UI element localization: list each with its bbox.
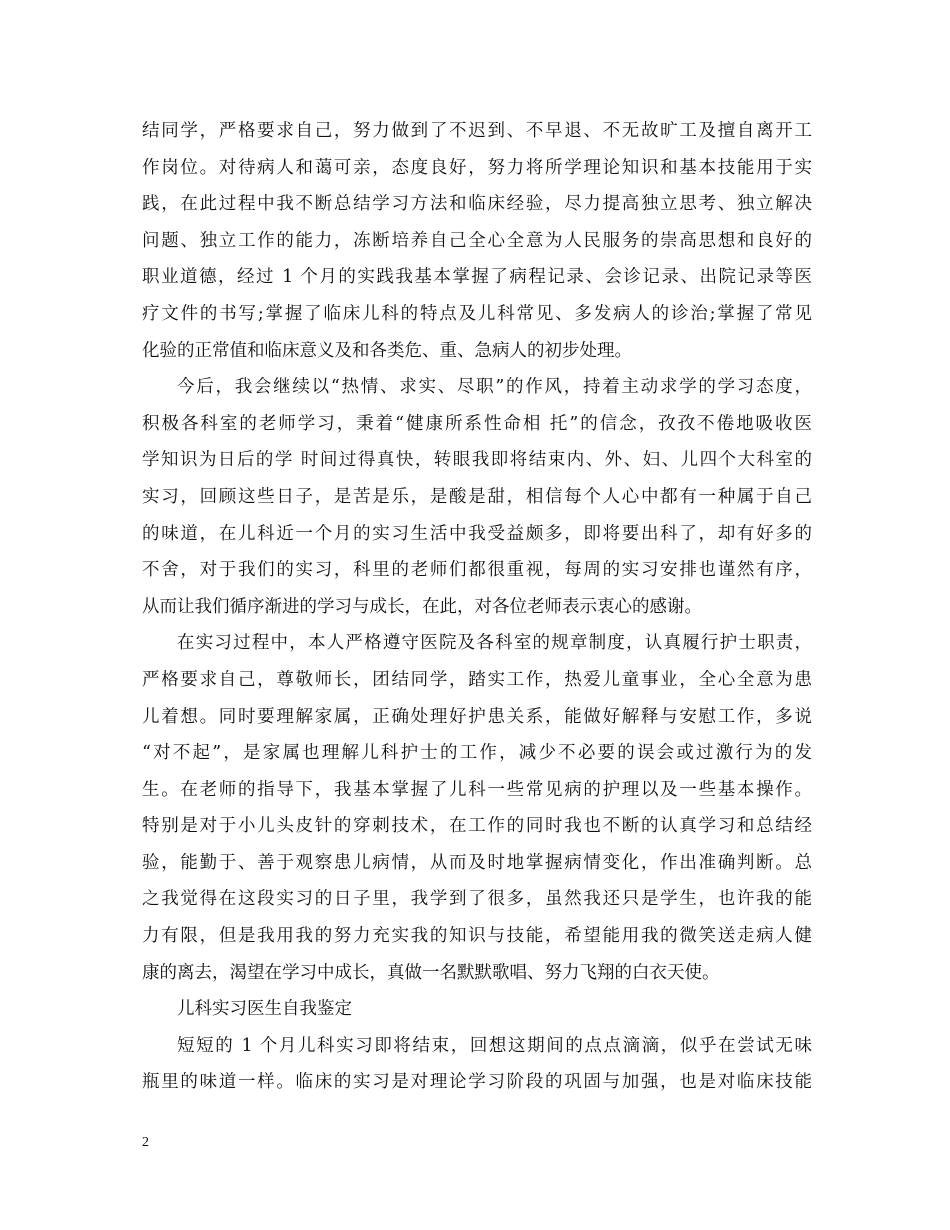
text-line: 在实习过程中，本人严格遵守医院及各科室的规章制度，认真履行护士职责，	[177, 633, 812, 654]
text-line: 康的离去，渴望在学习中成长，真做一名默默歌唱、努力飞翔的白衣天使。	[142, 962, 720, 983]
text-line: 儿科实习医生自我鉴定	[177, 999, 352, 1020]
text-line: 严格要求自己，尊敬师长，团结同学，踏实工作，热爱儿童事业，全心全意为患	[142, 669, 812, 690]
text-line: 疗文件的书写;掌握了临床儿科的特点及儿科常见、多发病人的诊治;掌握了常见	[142, 303, 812, 324]
text-line: 的味道，在儿科近一个月的实习生活中我受益颇多，即将要出科了，却有好多的	[142, 523, 812, 544]
text-line: 今后，我会继续以“热情、求实、尽职”的作风，持着主动求学的学习态度，	[177, 377, 812, 398]
text-line: 之我觉得在这段实习的日子里，我学到了很多，虽然我还只是学生，也许我的能	[142, 889, 812, 910]
text-line: 验，能勤于、善于观察患儿病情，从而及时地掌握病情变化，作出准确判断。总	[142, 852, 812, 873]
document-body	[142, 113, 812, 1101]
text-line: 问题、独立工作的能力，冻断培养自己全心全意为人民服务的崇高思想和良好的	[142, 230, 812, 251]
text-line: 积极各科室的老师学习，秉着“健康所系性命相 托”的信念，孜孜不倦地吸收医	[142, 413, 812, 434]
text-line: 从而让我们循序渐进的学习与成长，在此，对各位老师表示衷心的感谢。	[142, 596, 702, 617]
text-line: 职业道德，经过 1 个月的实践我基本掌握了病程记录、会诊记录、出院记录等医	[142, 267, 812, 288]
text-line: 作岗位。对待病人和蔼可亲，态度良好，努力将所学理论知识和基本技能用于实	[142, 157, 812, 178]
text-line: 不舍，对于我们的实习，科里的老师们都很重视，每周的实习安排也谨然有序，	[142, 560, 812, 581]
text-line: 力有限，但是我用我的努力充实我的知识与技能，希望能用我的微笑送走病人健	[142, 926, 812, 947]
text-line: “对不起”，是家属也理解儿科护士的工作，减少不必要的误会或过激行为的发	[142, 743, 812, 764]
text-line: 短短的 1 个月儿科实习即将结束，回想这期间的点点滴滴，似乎在尝试无味	[177, 1035, 812, 1056]
text-line: 瓶里的味道一样。临床的实习是对理论学习阶段的巩固与加强，也是对临床技能	[142, 1072, 812, 1093]
text-line: 生。在老师的指导下，我基本掌握了儿科一些常见病的护理以及一些基本操作。	[142, 779, 812, 800]
text-line: 践，在此过程中我不断总结学习方法和临床经验，尽力提高独立思考、独立解决	[142, 194, 812, 215]
text-line: 化验的正常值和临床意义及和各类危、重、急病人的初步处理。	[142, 340, 632, 361]
text-line: 儿着想。同时要理解家属，正确处理好护患关系，能做好解释与安慰工作，多说	[142, 706, 812, 727]
text-line: 实习，回顾这些日子，是苦是乐，是酸是甜，相信每个人心中都有一种属于自己	[142, 486, 812, 507]
page-number: 2	[142, 1135, 149, 1150]
text-line: 结同学，严格要求自己，努力做到了不迟到、不早退、不无故旷工及擅自离开工	[142, 121, 812, 141]
text-line: 特别是对于小儿头皮针的穿刺技术，在工作的同时我也不断的认真学习和总结经	[142, 816, 812, 837]
text-line: 学知识为日后的学 时间过得真快，转眼我即将结束内、外、妇、儿四个大科室的	[142, 450, 812, 471]
